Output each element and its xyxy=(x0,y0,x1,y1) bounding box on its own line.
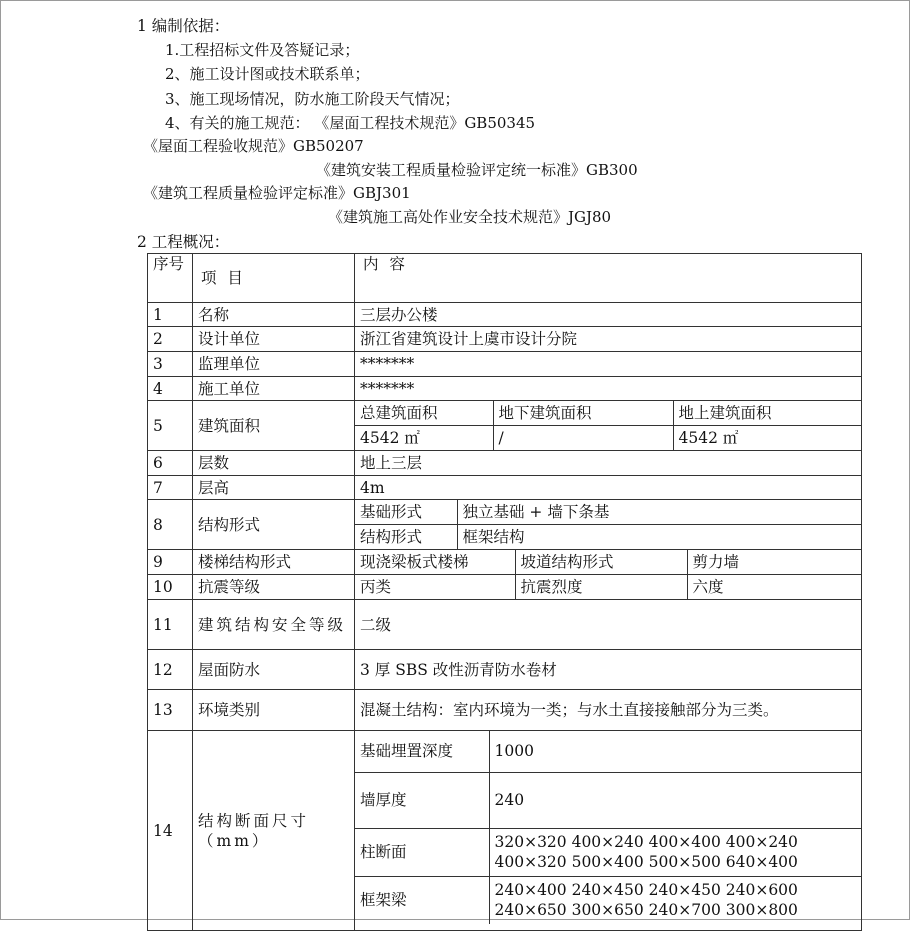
basis-item-4: 4、有关的施工规范： 《屋面工程技术规范》GB50345 xyxy=(165,114,536,132)
ramp-type-label: 坡道结构形式 xyxy=(515,550,687,574)
seismic-intensity-label: 抗震烈度 xyxy=(515,575,687,599)
spec-ref-1: 《屋面工程验收规范》GB50207 xyxy=(143,137,364,155)
stair-type-value: 现浇梁板式楼梯 xyxy=(355,550,515,574)
row-seq: 8 xyxy=(148,500,193,550)
row-item: 楼梯结构形式 xyxy=(193,550,355,575)
row-content: 二级 xyxy=(355,600,862,650)
area-underground-value: / xyxy=(493,426,673,451)
row-item: 结构形式 xyxy=(193,500,355,550)
table-row xyxy=(148,575,862,600)
row-item: 结构断面尺寸（mm） xyxy=(193,731,355,931)
ramp-type-value: 剪力墙 xyxy=(687,550,861,574)
row-content: 浙江省建筑设计上虞市设计分院 xyxy=(355,327,862,352)
row-item: 抗震等级 xyxy=(193,575,355,600)
area-subtable-cell xyxy=(355,401,862,451)
row-item: 屋面防水 xyxy=(193,650,355,690)
row-seq: 11 xyxy=(148,600,193,650)
row-seq: 9 xyxy=(148,550,193,575)
row-content: ******* xyxy=(355,352,862,377)
table-row xyxy=(148,650,862,690)
row-item: 名称 xyxy=(193,303,355,327)
row-seq: 5 xyxy=(148,401,193,451)
row-content: 混凝土结构：室内环境为一类；与水土直接接触部分为三类。 xyxy=(355,690,862,731)
row-seq: 1 xyxy=(148,303,193,327)
table-row xyxy=(148,451,862,476)
table-row xyxy=(148,476,862,500)
foundation-depth-label: 基础埋置深度 xyxy=(355,731,489,772)
basis-item-3: 3、施工现场情况，防水施工阶段天气情况； xyxy=(165,90,460,108)
foundation-value: 独立基础 + 墙下条基 xyxy=(457,500,861,525)
table-row xyxy=(148,377,862,401)
area-underground-label: 地下建筑面积 xyxy=(493,401,673,426)
table-row xyxy=(148,401,862,451)
row-item: 层高 xyxy=(193,476,355,500)
table-row xyxy=(148,550,862,575)
area-subtable xyxy=(355,401,861,450)
column-section-value: 320×320 400×240 400×400 400×240 400×320 500×400 500×500 640×400 xyxy=(489,828,861,876)
table-row xyxy=(148,327,862,352)
row-seq: 7 xyxy=(148,476,193,500)
section-size-subtable xyxy=(355,731,861,924)
wall-thickness-value: 240 xyxy=(489,772,861,828)
table-row xyxy=(148,600,862,650)
row-seq: 14 xyxy=(148,731,193,931)
foundation-depth-value: 1000 xyxy=(489,731,861,772)
seismic-intensity-value: 六度 xyxy=(687,575,861,599)
seismic-subtable xyxy=(355,575,861,599)
table-row xyxy=(148,690,862,731)
section-size-subtable-cell xyxy=(355,731,862,931)
area-total-value: 4542 ㎡ xyxy=(355,426,493,451)
row-content: 三层办公楼 xyxy=(355,303,862,327)
row-item: 施工单位 xyxy=(193,377,355,401)
row-content: 3 厚 SBS 改性沥青防水卷材 xyxy=(355,650,862,690)
section2-title: 2 工程概况： xyxy=(137,233,230,251)
seismic-class-value: 丙类 xyxy=(355,575,515,599)
area-aboveground-label: 地上建筑面积 xyxy=(673,401,861,426)
frame-beam-label: 框架梁 xyxy=(355,876,489,924)
structure-subtable-cell xyxy=(355,500,862,550)
section1-title: 1 编制依据： xyxy=(137,17,230,35)
row-seq: 3 xyxy=(148,352,193,377)
frame-beam-value: 240×400 240×450 240×450 240×600 240×650 300×650 240×700 300×800 xyxy=(489,876,861,924)
structure-label: 结构形式 xyxy=(355,525,457,550)
row-item: 环境类别 xyxy=(193,690,355,731)
header-seq: 序号 xyxy=(148,254,193,303)
table-row xyxy=(148,303,862,327)
foundation-label: 基础形式 xyxy=(355,500,457,525)
project-overview-table xyxy=(147,253,862,931)
row-content: 4m xyxy=(355,476,862,500)
spec-ref-2: 《建筑安装工程质量检验评定统一标准》GB300 xyxy=(316,161,638,179)
row-seq: 10 xyxy=(148,575,193,600)
table-row xyxy=(148,500,862,550)
seismic-subtable-cell xyxy=(355,575,862,600)
row-content: ******* xyxy=(355,377,862,401)
row-seq: 6 xyxy=(148,451,193,476)
row-item: 建筑结构安全等级 xyxy=(193,600,355,650)
row-seq: 12 xyxy=(148,650,193,690)
column-section-label: 柱断面 xyxy=(355,828,489,876)
header-content: 内 容 xyxy=(355,254,862,303)
row-item: 监理单位 xyxy=(193,352,355,377)
stair-subtable xyxy=(355,550,861,574)
row-seq: 4 xyxy=(148,377,193,401)
stair-subtable-cell xyxy=(355,550,862,575)
basis-item-1: 1.工程招标文件及答疑记录； xyxy=(165,41,360,59)
row-seq: 2 xyxy=(148,327,193,352)
wall-thickness-label: 墙厚度 xyxy=(355,772,489,828)
row-item: 设计单位 xyxy=(193,327,355,352)
table-row xyxy=(148,731,862,931)
structure-subtable xyxy=(355,500,861,549)
header-item: 项 目 xyxy=(193,254,355,303)
spec-ref-3: 《建筑工程质量检验评定标准》GBJ301 xyxy=(143,184,411,202)
row-seq: 13 xyxy=(148,690,193,731)
table-header-row xyxy=(148,254,862,303)
structure-value: 框架结构 xyxy=(457,525,861,550)
row-item: 层数 xyxy=(193,451,355,476)
area-aboveground-value: 4542 ㎡ xyxy=(673,426,861,451)
row-item: 建筑面积 xyxy=(193,401,355,451)
basis-item-2: 2、施工设计图或技术联系单； xyxy=(165,65,370,83)
spec-ref-4: 《建筑施工高处作业安全技术规范》JGJ80 xyxy=(328,208,612,226)
row-content: 地上三层 xyxy=(355,451,862,476)
table-row xyxy=(148,352,862,377)
area-total-label: 总建筑面积 xyxy=(355,401,493,426)
